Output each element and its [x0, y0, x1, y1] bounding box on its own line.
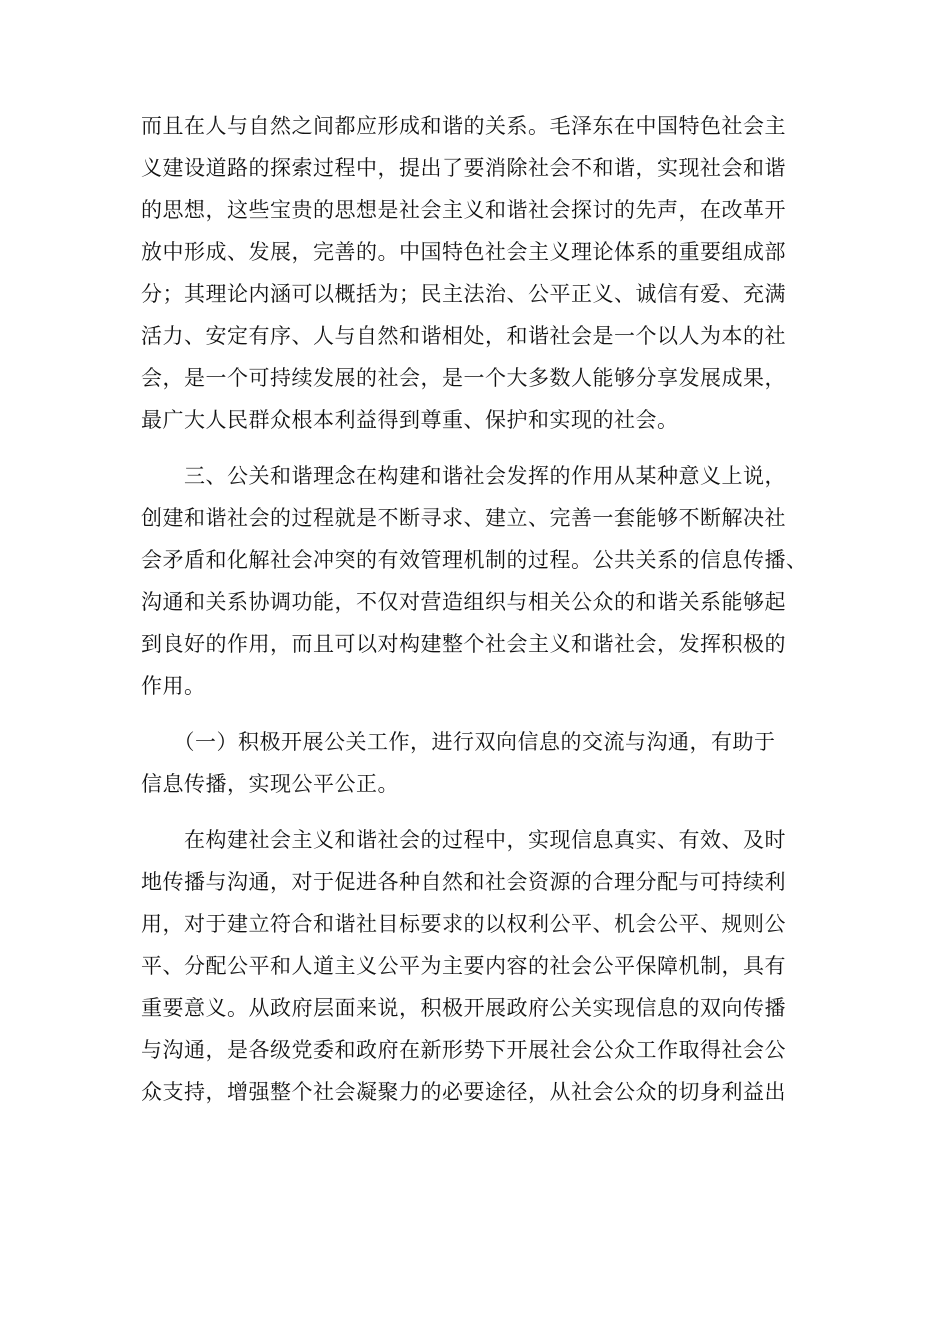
- text-line: 沟通和关系协调功能，不仅对营造组织与相关公众的和谐关系能够起: [141, 590, 786, 614]
- text-line: 众支持，增强整个社会凝聚力的必要途径，从社会公众的切身利益出: [141, 1080, 786, 1104]
- text-line: 作用。: [141, 674, 206, 698]
- text-line: 创建和谐社会的过程就是不断寻求、建立、完善一套能够不断解决社: [141, 506, 786, 530]
- text-line: 活力、安定有序、人与自然和谐相处，和谐社会是一个以人为本的社: [141, 324, 786, 348]
- text-line: 而且在人与自然之间都应形成和谐的关系。毛泽东在中国特色社会主: [141, 114, 786, 138]
- text-line: 用，对于建立符合和谐社目标要求的以权利公平、机会公平、规则公: [141, 912, 786, 936]
- body-text: [141, 105, 821, 1113]
- text-line: 重要意义。从政府层面来说，积极开展政府公关实现信息的双向传播: [141, 996, 786, 1020]
- text-line: 会矛盾和化解社会冲突的有效管理机制的过程。公共关系的信息传播、: [141, 548, 808, 572]
- paragraph-1: [141, 105, 821, 441]
- paragraph-gap: [141, 707, 821, 721]
- text-line: 最广大人民群众根本利益得到尊重、保护和实现的社会。: [141, 408, 679, 432]
- text-line: 到良好的作用，而且可以对构建整个社会主义和谐社会，发挥积极的: [141, 632, 786, 656]
- paragraph-2: [141, 455, 821, 707]
- text-line: 与沟通，是各级党委和政府在新形势下开展社会公众工作取得社会公: [141, 1038, 786, 1062]
- text-line: 三、公关和谐理念在构建和谐社会发挥的作用从某种意义上说，: [141, 464, 786, 488]
- text-line: 信息传播，实现公平公正。: [141, 772, 399, 796]
- text-line: 平、分配公平和人道主义公平为主要内容的社会公平保障机制，具有: [141, 954, 786, 978]
- text-line: 会，是一个可持续发展的社会，是一个大多数人能够分享发展成果，: [141, 366, 786, 390]
- text-line: （一）积极开展公关工作，进行双向信息的交流与沟通，有助于: [141, 730, 776, 754]
- text-line: 义建设道路的探索过程中，提出了要消除社会不和谐，实现社会和谐: [141, 156, 786, 180]
- paragraph-gap: [141, 441, 821, 455]
- text-line: 分；其理论内涵可以概括为；民主法治、公平正义、诚信有爱、充满: [141, 282, 786, 306]
- text-line: 放中形成、发展，完善的。中国特色社会主义理论体系的重要组成部: [141, 240, 786, 264]
- text-line: 在构建社会主义和谐社会的过程中，实现信息真实、有效、及时: [141, 828, 786, 852]
- paragraph-4: [141, 819, 821, 1113]
- text-line: 地传播与沟通，对于促进各种自然和社会资源的合理分配与可持续利: [141, 870, 786, 894]
- text-line: 的思想，这些宝贵的思想是社会主义和谐社会探讨的先声，在改革开: [141, 198, 786, 222]
- paragraph-3: [141, 721, 821, 805]
- paragraph-gap: [141, 805, 821, 819]
